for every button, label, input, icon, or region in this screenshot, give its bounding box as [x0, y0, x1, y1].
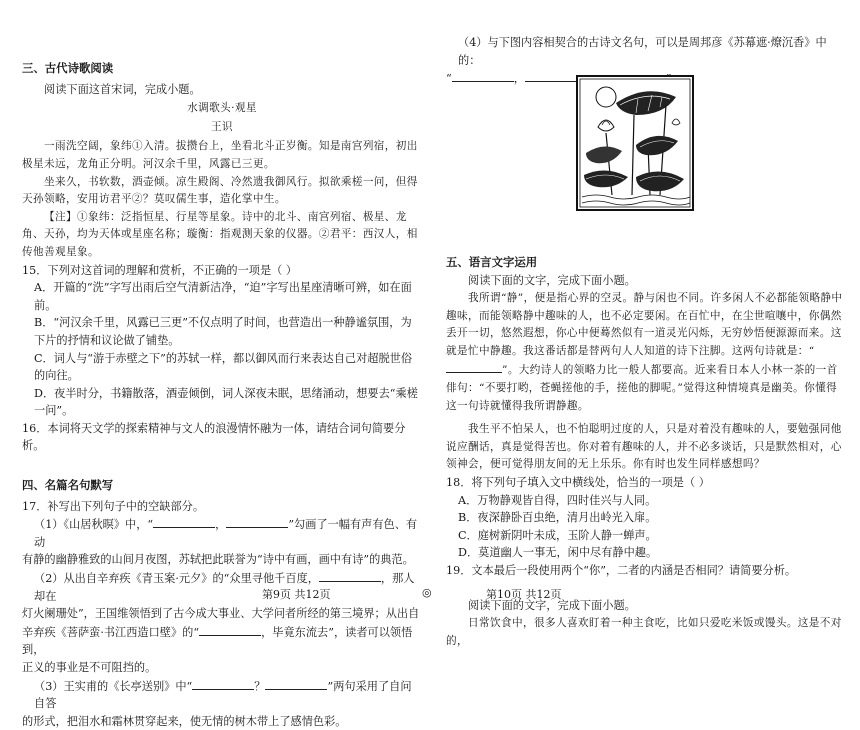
- q17-item-4: （4）与下图内容相契合的古诗文名句，可以是周邦彦《苏幕遮·燎沉香》中的：: [458, 36, 827, 67]
- q18-option-b: B．夜深静卧百虫绝，清月出岭光入扉。: [458, 511, 657, 525]
- section-4-title: 四、名篇名句默写: [22, 478, 114, 493]
- answer-blank[interactable]: [192, 677, 254, 690]
- q17-item-2-cont3: 正义的事业是不可阻挡的。: [22, 661, 157, 674]
- q17-item-1-cont: 有静的幽静雅致的山间月夜图，苏轼把此联誉为“诗中有画，画中有诗”的典范。: [22, 553, 414, 567]
- section-3-title: 三、古代诗歌阅读: [22, 61, 114, 75]
- q18-option-d: D．莫道幽人一事无，闲中尽有静中趣。: [458, 546, 658, 560]
- passage-paragraph-3: 日常饮食中，很多人喜欢盯着一种主食吃，比如只爱吃米饭或馒头。这是不对的，: [446, 617, 842, 647]
- q17-item-2-cont2: 辛弃疾《菩萨蛮·书江西造口壁》的“ ，毕竟东流去”，读者可以领悟到，: [22, 623, 422, 659]
- answer-blank[interactable]: [319, 569, 381, 582]
- answer-blank[interactable]: [265, 677, 327, 690]
- q17-item-2: （2）从出自辛弃疾《青玉案·元夕》的“众里寻他千百度， ，那人却在: [22, 569, 422, 605]
- lotus-illustration-icon: [576, 75, 694, 211]
- q15-option-d: D．夜半时分，书籍散落，酒壶倾倒，词人深夜未眠，思绪涌动，想要去“乘槎一问”。: [34, 386, 418, 418]
- answer-blank[interactable]: [153, 515, 215, 528]
- answer-blank[interactable]: [446, 360, 502, 373]
- passage-paragraph-1: 我所谓“静”，便是指心界的空灵。静与闲也不同。许多闲人不必都能领略静中趣味，而能领略静中趣味的人，也不必定要闲。在百忙中，在尘世喧嚷中，你偶然丢开一切，悠然遐想，你心中便蓦然似有一道灵光闪烁，无穷妙悟便源源而来。这就是忙中静趣。我这番话都是替两句人人知道的诗下注脚。这两句诗就是：“”。大约诗人的领略力比一般人都要高。近来看日本人小林一茶的一首俳句：“不要打哟，苍蝇搓他的手，搓他的脚呢。”觉得这种情境真是幽美。你懂得这一句诗就懂得我所谓静趣。: [446, 291, 843, 412]
- passage-paragraph-2: 我生平不怕呆人，也不怕聪明过度的人，只是对着没有趣味的人，要勉强同他说应酬话，真是觉得苦也。你对着有趣味的人，并不必多谈话，只是默然相对，心领神会，便可觉得朋友间的无上乐乐。你有时也发生同样感想吗？: [446, 423, 842, 471]
- q15-option-c: C．词人与“游于赤壁之下”的苏轼一样，都以御风而行来表达自己对超脱世俗的向往。: [34, 351, 413, 383]
- poem-note: 【注】①象纬：泛指恒星、行星等星象。诗中的北斗、南宫列宿、极星、龙角、天孙，均为天体或星座名称；璇衡：指观测天象的仪器。②君平：西汉人，相传他善观星象。: [22, 210, 418, 258]
- section-5-title: 五、语言文字运用: [446, 254, 538, 269]
- left-page: [22, 0, 422, 730]
- q17-item-4-blanks: “ ，: [446, 69, 846, 88]
- q17-item-3: （3）王实甫的《长亭送别》中“ ？ ”两句采用了自问自答: [22, 677, 422, 713]
- section-5-instruction: 阅读下面的文字，完成下面小题。: [468, 274, 636, 288]
- footer-left-page-number: 第9页 共12页: [262, 588, 331, 601]
- poem-author: 王识: [211, 120, 233, 133]
- question-15: 15．下列对这首词的理解和赏析，不正确的一项是（ ）: [22, 263, 298, 277]
- answer-blank[interactable]: [226, 515, 288, 528]
- question-19: 19．文本最后一段使用两个“你”，二者的内涵是否相同？请简要分析。: [446, 563, 797, 577]
- q15-option-a: A．开篇的“洗”字写出雨后空气清新洁净，“迫”字写出星座清晰可辨，如在面前。: [34, 281, 412, 312]
- q18-option-a: A．万物静观皆自得，四时佳兴与人同。: [458, 493, 657, 507]
- section-3-instruction: 阅读下面这首宋词，完成小题。: [44, 82, 201, 96]
- footer-right-page-number: 第10页 共12页: [486, 588, 562, 601]
- question-17: 17．补写出下列句子中的空缺部分。: [22, 499, 205, 513]
- q17-item-2-cont: 灯火阑珊处”，王国维领悟到了古今成大事业、大学问者所经的第三境界；从出自: [22, 607, 420, 621]
- poem-stanza-1: 一雨洗空阔，象纬①入清。拔攒台上，坐看北斗正岁衡。知是南宫列宿，初出极星未远，龙角正分明。河汉余千里，风露已三更。: [22, 140, 418, 170]
- footer-center-mark: ◎: [422, 586, 432, 599]
- question-18: 18．将下列句子填入文中横线处，恰当的一项是（ ）: [446, 475, 710, 489]
- section-6-instruction: 阅读下面的文字，完成下面小题。: [468, 599, 636, 613]
- answer-blank[interactable]: [199, 623, 261, 636]
- lotus-woodcut-svg: [576, 75, 694, 211]
- question-16: 16．本词将天文学的探索精神与文人的浪漫情怀融为一体，请结合词句简要分析。: [22, 421, 406, 453]
- answer-blank[interactable]: [452, 69, 514, 82]
- q17-item-1: （1）《山居秋暝》中，“ ， ”勾画了一幅有声有色、有动: [22, 515, 422, 551]
- q17-item-3-cont: 的形式，把泪水和霜林贯穿起来，使无情的树木带上了感情色彩。: [22, 714, 347, 728]
- poem-stanza-2: 坐来久，书软数，酒壶倾。凉生殿阁、冷然遗我御风行。拟欲乘槎一问，但得天孙领略，安用访君平②？莫叹儒生事，造化掌中生。: [22, 175, 418, 206]
- q15-option-b: B．“河汉余千里，风露已三更”不仅点明了时间，也营造出一种静谧氛围，为下片的抒情和议论做了铺垫。: [34, 316, 412, 347]
- poem-title: 水调歌头·观星: [187, 102, 257, 115]
- q18-option-c: C．庭树新阴叶未成，玉阶人静一蝉声。: [458, 528, 657, 542]
